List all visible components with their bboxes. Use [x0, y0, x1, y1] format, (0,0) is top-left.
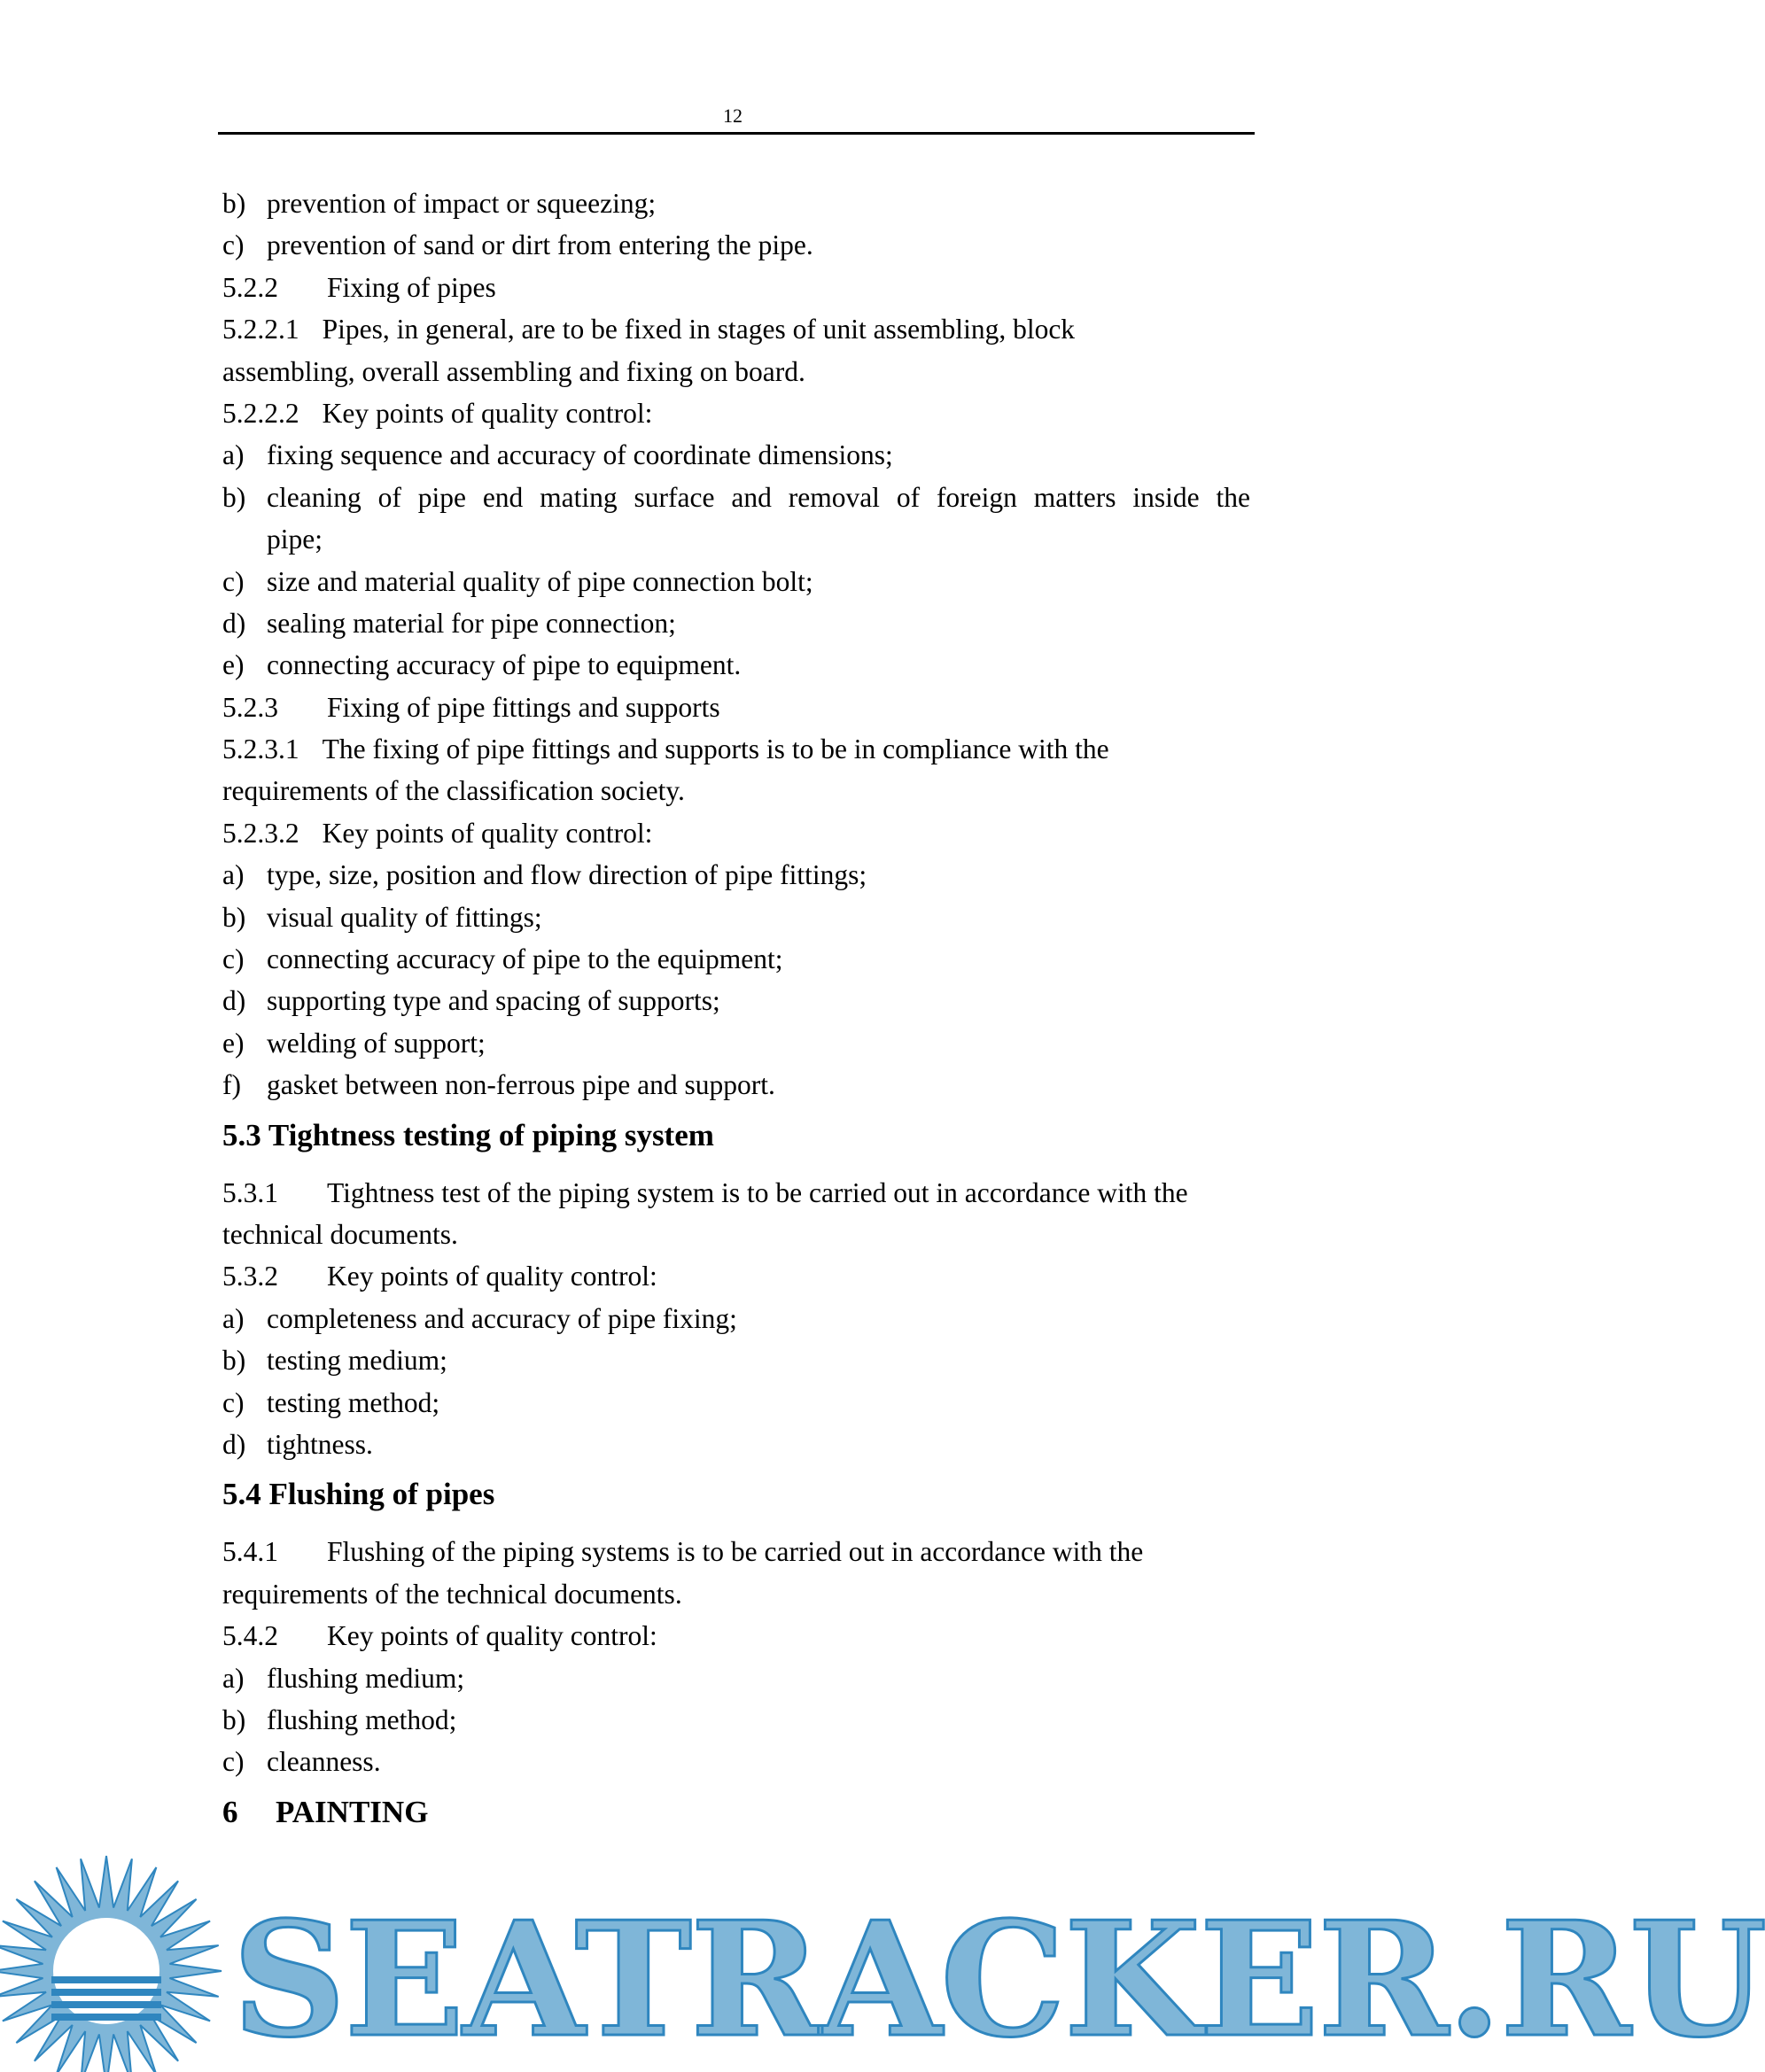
list-marker: a) [222, 859, 245, 891]
chapter-name: PAINTING [276, 1794, 429, 1829]
list-text: testing medium; [267, 1345, 447, 1377]
list-text: cleaning of pipe end mating surface and removal of foreign matters inside the [267, 481, 1250, 513]
list-text: cleanness. [267, 1746, 381, 1778]
section-title-5-4: 5.4 Flushing of pipes [222, 1477, 495, 1512]
list-item [222, 644, 1250, 686]
list-marker: b) [222, 1345, 246, 1377]
list-marker: e) [222, 649, 245, 681]
list-text: testing method; [267, 1386, 440, 1418]
list-marker: a) [222, 1662, 245, 1694]
list-item [222, 896, 1250, 938]
paragraph-line: requirements of the technical documents. [222, 1578, 682, 1610]
list-item [222, 1382, 1250, 1424]
list-text: fixing sequence and accuracy of coordinate dimensions; [267, 439, 893, 471]
list-item [222, 224, 1250, 266]
list-text: flushing method; [267, 1703, 457, 1735]
list-marker: b) [222, 188, 246, 219]
list-marker: c) [222, 943, 245, 975]
document-body [222, 182, 1250, 1849]
page-number: 12 [723, 105, 743, 127]
section-number: 5.4.2 [222, 1620, 278, 1652]
clause-text: The fixing of pipe fittings and supports is to be in compliance with the [322, 733, 1109, 765]
section-heading [222, 1531, 1250, 1572]
list-text: visual quality of fittings; [267, 901, 542, 933]
section-title: Tightness test of the piping system is to be carried out in accordance with the [327, 1176, 1188, 1208]
paragraph-line [222, 812, 1250, 854]
list-text: prevention of impact or squeezing; [267, 188, 657, 219]
list-marker: c) [222, 565, 245, 597]
list-item [222, 434, 1250, 476]
section-number: 5.3.2 [222, 1261, 278, 1292]
list-text: completeness and accuracy of pipe fixing; [267, 1302, 737, 1334]
chapter-number: 6 [222, 1794, 238, 1829]
list-item [222, 1064, 1250, 1106]
section-number: 5.2.3 [222, 691, 278, 723]
watermark-text: SEATRACKER.RU [232, 1887, 1765, 2072]
list-item [222, 182, 1250, 224]
section-heading [222, 687, 1250, 728]
section-heading [222, 1615, 1250, 1657]
list-text: connecting accuracy of pipe to equipment. [267, 649, 742, 681]
sun-wave-band [51, 1976, 161, 1983]
section-title-5-3: 5.3 Tightness testing of piping system [222, 1117, 714, 1152]
clause-number: 5.2.3.2 [222, 817, 299, 849]
section-title: Key points of quality control: [327, 1261, 657, 1292]
list-item [222, 602, 1250, 644]
list-item [222, 1657, 1250, 1699]
clause-number: 5.2.3.1 [222, 733, 299, 765]
clause-number: 5.2.2.1 [222, 314, 299, 345]
header-rule [218, 132, 1255, 135]
paragraph-line: assembling, overall assembling and fixing on board. [222, 355, 805, 387]
chapter-title-6 [222, 1788, 1250, 1837]
list-item [222, 1298, 1250, 1339]
list-item [222, 477, 1250, 518]
list-text: type, size, position and flow direction of pipe fittings; [267, 859, 867, 891]
list-text: flushing medium; [267, 1662, 465, 1694]
list-marker: d) [222, 607, 246, 639]
list-marker: a) [222, 1302, 245, 1334]
list-text: size and material quality of pipe connection bolt; [267, 565, 813, 597]
list-marker: c) [222, 1386, 245, 1418]
paragraph-line: requirements of the classification society. [222, 775, 685, 807]
list-text: gasket between non-ferrous pipe and support. [267, 1069, 775, 1101]
list-marker: e) [222, 1027, 245, 1059]
list-item [222, 1424, 1250, 1465]
paragraph-line [222, 392, 1250, 434]
paragraph-line: technical documents. [222, 1218, 458, 1250]
list-marker: b) [222, 1703, 246, 1735]
list-item [222, 980, 1250, 1021]
list-item [222, 1339, 1250, 1381]
section-title: Fixing of pipe fittings and supports [327, 691, 720, 723]
section-number: 5.4.1 [222, 1536, 278, 1568]
section-heading [222, 1255, 1250, 1297]
list-marker: a) [222, 439, 245, 471]
list-marker: d) [222, 1428, 246, 1460]
section-title: Flushing of the piping systems is to be carried out in accordance with the [327, 1536, 1144, 1568]
section-number: 5.3.1 [222, 1176, 278, 1208]
clause-text: Key points of quality control: [322, 817, 653, 849]
list-marker: b) [222, 901, 246, 933]
sun-wave-band [51, 1989, 161, 1996]
list-text: connecting accuracy of pipe to the equipment; [267, 943, 783, 975]
list-text: welding of support; [267, 1027, 486, 1059]
list-marker: f) [222, 1069, 241, 1101]
list-text: supporting type and spacing of supports; [267, 985, 720, 1017]
section-number: 5.2.2 [222, 271, 278, 303]
list-text: sealing material for pipe connection; [267, 607, 676, 639]
list-item [222, 1699, 1250, 1741]
list-item-continuation: pipe; [267, 524, 323, 555]
paragraph-line [222, 308, 1250, 350]
list-marker: b) [222, 481, 246, 513]
sun-wave-band [51, 2001, 161, 2008]
paragraph-line [222, 728, 1250, 770]
list-item [222, 1022, 1250, 1064]
section-title: Fixing of pipes [327, 271, 496, 303]
section-title: Key points of quality control: [327, 1620, 657, 1652]
list-item [222, 938, 1250, 980]
list-item [222, 854, 1250, 896]
list-marker: d) [222, 985, 246, 1017]
clause-text: Pipes, in general, are to be fixed in stages of unit assembling, block [322, 314, 1076, 345]
list-item [222, 561, 1250, 602]
section-heading [222, 267, 1250, 308]
list-text: tightness. [267, 1428, 373, 1460]
clause-text: Key points of quality control: [322, 397, 653, 429]
clause-number: 5.2.2.2 [222, 397, 299, 429]
sun-wave-band [51, 2014, 161, 2021]
section-heading [222, 1172, 1250, 1214]
list-marker: c) [222, 229, 245, 261]
list-marker: c) [222, 1746, 245, 1778]
list-item [222, 1741, 1250, 1782]
list-text: prevention of sand or dirt from entering the pipe. [267, 229, 813, 261]
